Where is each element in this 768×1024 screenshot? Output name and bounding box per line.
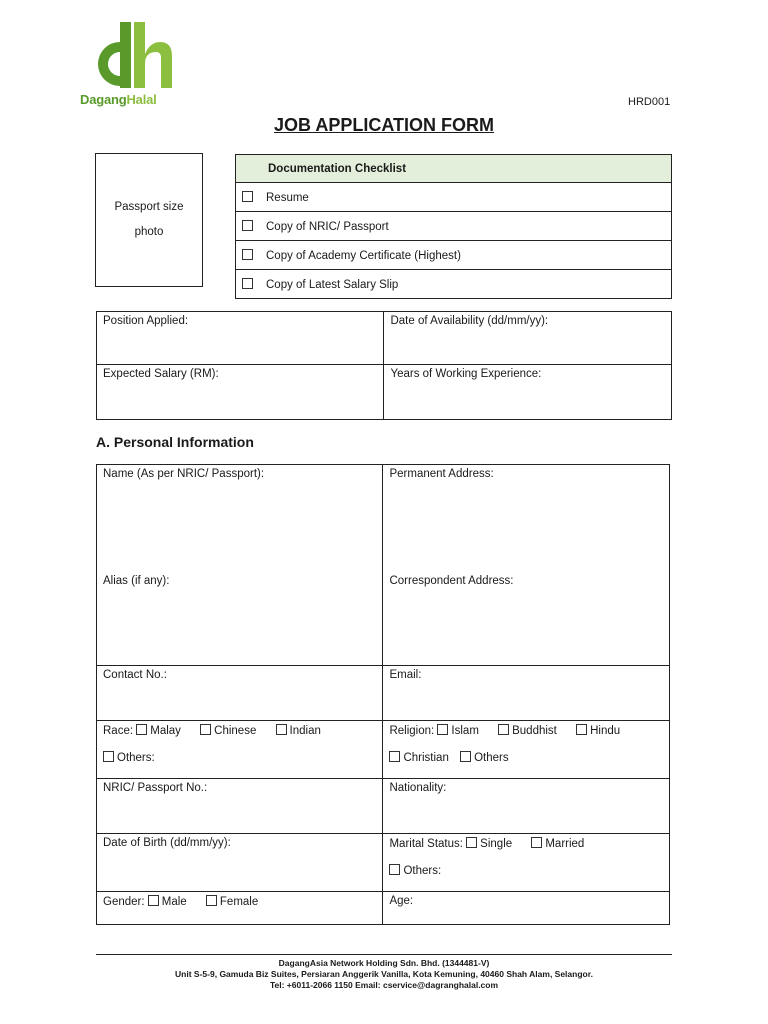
checklist-item-label: Copy of Latest Salary Slip: [266, 278, 399, 291]
expected-salary-field[interactable]: [97, 365, 384, 420]
checkbox-chinese[interactable]: [200, 724, 211, 735]
footer-company: DagangAsia Network Holding Sdn. Bhd. (1344481-V): [278, 958, 490, 968]
checklist-item-label: Copy of NRIC/ Passport: [266, 220, 389, 233]
race-option: Indian: [289, 725, 321, 737]
race-option: Malay: [150, 725, 181, 737]
race-option: Chinese: [214, 725, 257, 737]
marital-option: Single: [480, 838, 513, 850]
checkbox-female[interactable]: [206, 895, 217, 906]
section-heading-personal-info: A. Personal Information: [96, 434, 254, 450]
email-field[interactable]: [383, 666, 670, 721]
age-field[interactable]: [383, 892, 670, 925]
checkbox-religion-others[interactable]: [460, 751, 471, 762]
contact-label: Contact No.:: [103, 669, 167, 681]
job-details-table: [96, 311, 672, 420]
working-experience-label: Years of Working Experience:: [390, 368, 542, 380]
contact-field[interactable]: [97, 666, 383, 721]
documentation-checklist: [235, 154, 672, 299]
checkbox-male[interactable]: [148, 895, 159, 906]
position-applied-label: Position Applied:: [103, 315, 189, 327]
position-applied-field[interactable]: [97, 312, 384, 365]
photo-label-line1: Passport size: [114, 201, 184, 213]
passport-photo-box: [95, 153, 203, 287]
age-label: Age:: [389, 895, 414, 907]
document-code: HRD001: [628, 96, 671, 108]
religion-field: [383, 721, 670, 779]
nationality-field[interactable]: [383, 779, 670, 834]
email-label: Email:: [389, 669, 422, 681]
name-label: Name (As per NRIC/ Passport):: [103, 468, 265, 480]
availability-date-label: Date of Availability (dd/mm/yy):: [390, 315, 549, 327]
religion-option: Others: [474, 752, 509, 764]
photo-label-line2: photo: [134, 226, 164, 238]
race-option: Others:: [117, 752, 155, 764]
checklist-item: [236, 183, 672, 212]
marital-status-field: [383, 834, 670, 892]
religion-option: Buddhist: [512, 725, 557, 737]
address-field[interactable]: [383, 465, 670, 666]
marital-option: Others:: [403, 865, 442, 877]
checkbox-hindu[interactable]: [576, 724, 587, 735]
dob-label: Date of Birth (dd/mm/yy):: [103, 837, 231, 849]
gender-option: Female: [219, 896, 259, 908]
checklist-item-label: Copy of Academy Certificate (Highest): [266, 249, 461, 262]
logo-text-halal: Halal: [126, 92, 157, 107]
checkbox[interactable]: [242, 220, 253, 231]
checklist-header: Documentation Checklist: [236, 155, 672, 183]
checkbox-race-others[interactable]: [103, 751, 114, 762]
checkbox-islam[interactable]: [437, 724, 448, 735]
checklist-item: [236, 212, 672, 241]
religion-option: Christian: [403, 752, 449, 764]
nric-field[interactable]: [97, 779, 383, 834]
footer-contact: Tel: +6011-2066 1150 Email: cservice@dagranghalal.com: [269, 980, 499, 990]
nric-label: NRIC/ Passport No.:: [103, 782, 208, 794]
race-field: [97, 721, 383, 779]
checkbox-single[interactable]: [466, 837, 477, 848]
checkbox[interactable]: [242, 249, 253, 260]
form-title: JOB APPLICATION FORM: [274, 115, 494, 135]
working-experience-field[interactable]: [384, 365, 672, 420]
checkbox-marital-others[interactable]: [389, 864, 400, 875]
religion-option: Islam: [451, 725, 479, 737]
checkbox-buddhist[interactable]: [498, 724, 509, 735]
gender-option: Male: [161, 896, 187, 908]
checkbox[interactable]: [242, 278, 253, 289]
availability-date-field[interactable]: [384, 312, 672, 365]
personal-info-table: [96, 464, 670, 925]
checklist-item: [236, 270, 672, 299]
checkbox-married[interactable]: [531, 837, 542, 848]
gender-label: Gender:: [103, 896, 145, 908]
dob-field[interactable]: [97, 834, 383, 892]
name-alias-field[interactable]: [97, 465, 383, 666]
checkbox-malay[interactable]: [136, 724, 147, 735]
nationality-label: Nationality:: [389, 782, 447, 794]
race-label: Race:: [103, 725, 134, 737]
logo-text-dagang: Dagang: [80, 92, 127, 107]
footer-divider: [96, 954, 672, 955]
checklist-item-label: Resume: [266, 191, 309, 204]
alias-label: Alias (if any):: [103, 575, 170, 587]
checklist-item: [236, 241, 672, 270]
checkbox-indian[interactable]: [276, 724, 287, 735]
correspondent-address-label: Correspondent Address:: [389, 575, 514, 587]
religion-option: Hindu: [590, 725, 621, 737]
logo-wordmark: [80, 92, 157, 107]
footer-address: Unit S-5-9, Gamuda Biz Suites, Persiaran Anggerik Vanilla, Kota Kemuning, 40460 Shah Alam, Selangor.: [175, 969, 593, 979]
marital-option: Married: [545, 838, 585, 850]
permanent-address-label: Permanent Address:: [389, 468, 494, 480]
footer: [0, 958, 768, 991]
marital-status-label: Marital Status:: [389, 838, 463, 850]
expected-salary-label: Expected Salary (RM):: [103, 368, 219, 380]
checkbox-christian[interactable]: [389, 751, 400, 762]
religion-label: Religion:: [389, 725, 435, 737]
gender-field: [97, 892, 383, 925]
checkbox[interactable]: [242, 191, 253, 202]
